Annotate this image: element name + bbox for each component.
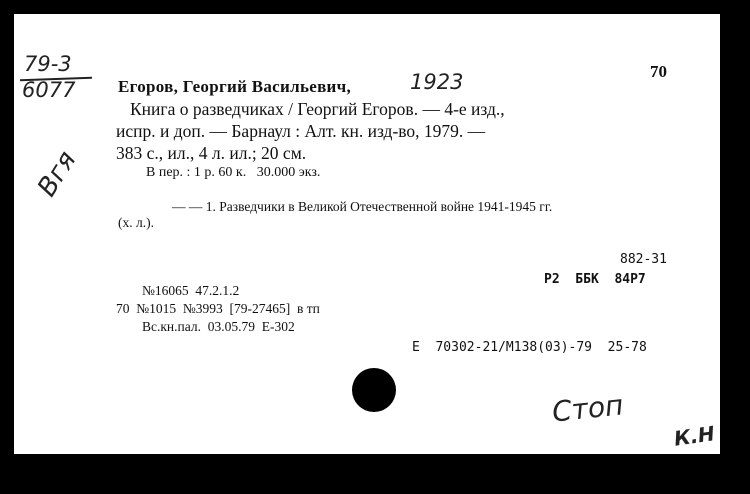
price-line: В пер. : 1 р. 60 к. 30.000 экз. [146,165,321,180]
class-number: 882-31 [620,252,667,267]
punch-hole [352,368,396,412]
handwritten-shelfmark-lower: 6077 [22,78,76,102]
catalog-card [14,14,720,454]
heading-author: Егоров, Георгий Васильевич, [118,77,352,96]
body-line-1: Книга о разведчиках / Георгий Егоров. — 4-е изд., [130,99,505,119]
order-code: Е 70302-21/М138(03)-79 25-78 [412,340,647,355]
registry-line-2: 70 №1015 №3993 [79-27465] в тп [116,301,320,316]
registry-line-3: Вс.кн.пал. 03.05.79 Е-302 [142,319,295,334]
card-number: 70 [650,62,667,81]
body-line-3: 383 с., ил., 4 л. ил.; 20 см. [116,143,307,163]
handwritten-corner-mark: К.Н [672,421,717,451]
handwritten-year: 1923 [410,70,464,94]
class-line: Р2 ББК 84Р7 [544,272,646,287]
subject-heading: — — 1. Разведчики в Великой Отечественной войне 1941-1945 гг. [172,199,553,214]
registry-line-1: №16065 47.2.1.2 [142,283,240,298]
handwritten-shelfmark-upper: 79-3 [24,52,72,76]
subject-heading-continued: (х. л.). [118,215,154,230]
handwritten-margin-note: Вгя [32,146,83,202]
body-line-2: испр. и доп. — Барнаул : Алт. кн. изд-во, 1979. — [116,121,486,141]
handwritten-signature: Стоп [550,388,625,429]
